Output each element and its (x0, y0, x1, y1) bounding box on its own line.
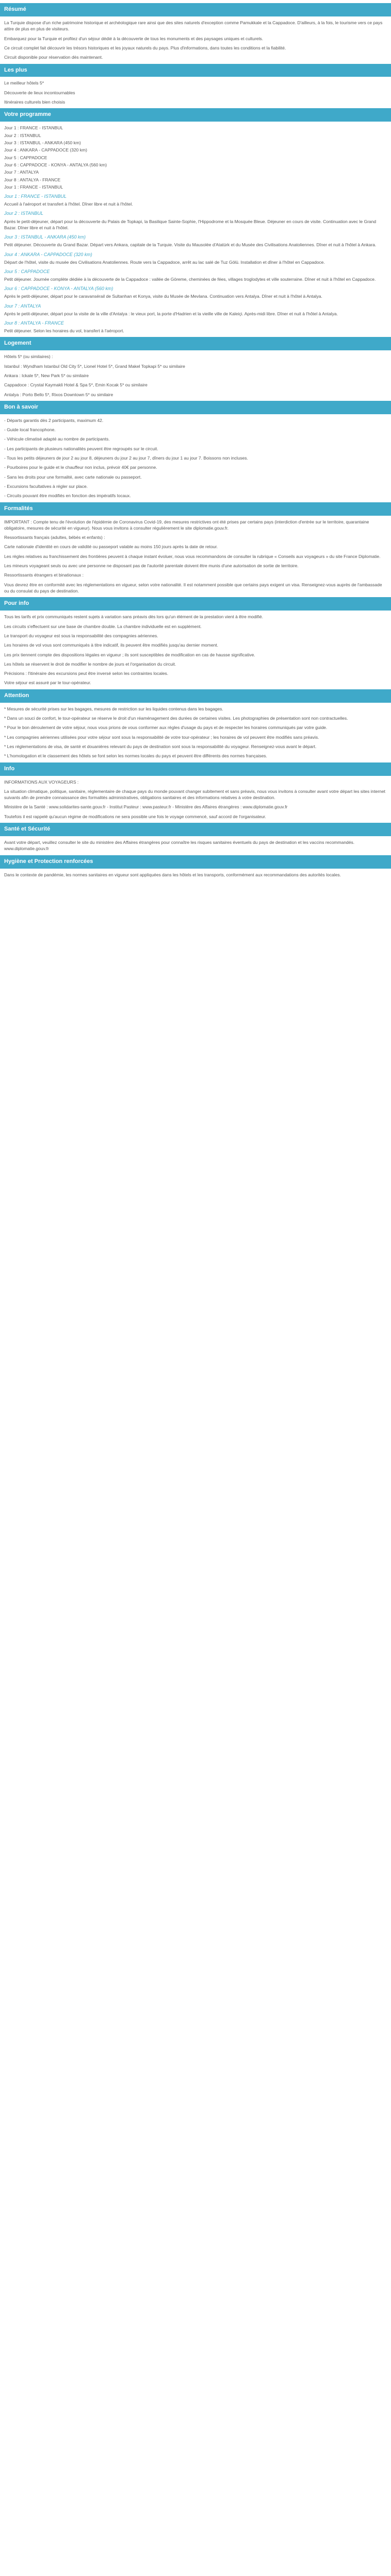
day-title: Jour 3 : ISTANBUL - ANKARA (450 km) (4, 234, 86, 240)
paragraph: INFORMATIONS AUX VOYAGEURS : (4, 779, 79, 785)
section-body (0, 519, 391, 595)
day-text: Petit déjeuner. Découverte du Grand Bazar. Départ vers Ankara, capitale de la Turquie. Visite du Mausolée d'Atatürk et du Musée des Civilisations Anatoliennes. Dîner et nuit à l'hôtel à Ankara. (4, 242, 377, 248)
paragraph: Les horaires de vol vous sont communiqués à titre indicatif, ils peuvent être modifiés jusqu'au dernier moment. (4, 642, 219, 648)
day-summary: Jour 4 : ANKARA - CAPPADOCE (320 km) (4, 147, 87, 153)
paragraph: Découverte de lieux incontournables (4, 90, 75, 95)
paragraph: Tous les tarifs et prix communiqués restent sujets à variation sans préavis dès lors qu'un élément de la prestation vient à être modifié. (4, 614, 263, 620)
paragraph: - Les participants de plusieurs nationalités peuvent être regroupés sur le circuit. (4, 446, 158, 451)
paragraph: Vous devrez être en conformité avec les réglementations en vigueur, selon votre nationalité. Il est notamment possible que certains pays exigent un visa. Renseignez-vous auprès de l'ambassade ou du consulat du pays de destination. (4, 582, 382, 594)
paragraph: Avant votre départ, veuillez consulter le site du ministère des Affaires étrangères pour connaître les risques sanitaires éventuels du pays de destination et les vaccins recommandés. www.diplomatie.gouv.fr (4, 840, 355, 852)
section-header: Attention (0, 689, 391, 703)
day-text: Après le petit-déjeuner, départ pour la visite de la ville d'Antalya : le vieux port, la porte d'Hadrien et la vieille ville de Kaleiçi. Après-midi libre. Dîner et nuit à l'hôtel à Antalya. (4, 311, 338, 316)
paragraph: * Les compagnies aériennes utilisées pour votre séjour sont sous la responsabilité de votre tour-opérateur ; les horaires de vol peuvent être modifiés sans préavis. (4, 734, 319, 740)
day-summary: Jour 3 : ISTANBUL - ANKARA (450 km) (4, 140, 81, 145)
section-body (0, 614, 391, 686)
paragraph: Dans le contexte de pandémie, les normes sanitaires en vigueur sont appliquées dans les hôtels et les transports, conformément aux recommandations des autorités locales. (4, 872, 341, 877)
day-text: Accueil à l'aéroport et transfert à l'hôtel. Dîner libre et nuit à l'hôtel. (4, 201, 133, 207)
section-body (0, 872, 391, 878)
paragraph: - Pourboires pour le guide et le chauffeur non inclus, prévoir 40€ par personne. (4, 465, 157, 470)
paragraph: * L'homologation et le classement des hôtels se font selon les normes locales du pays et peuvent être différents des normes françaises. (4, 753, 267, 759)
paragraph: Les prix tiennent compte des dispositions légales en vigueur ; ils sont susceptibles de modification en cas de hausse significative. (4, 652, 255, 657)
section-body (0, 353, 391, 398)
section-body (0, 417, 391, 499)
day-text: Après le petit-déjeuner, départ pour la découverte du Palais de Topkapi, la Basilique Sainte-Sophie, l'Hippodrome et la Mosquée Bleue. Déjeuner en cours de visite. Continuation avec le Grand Bazar. Dîner libre et nuit à l'hôtel. (4, 218, 377, 230)
paragraph: Ressortissants étrangers et binationaux : (4, 572, 84, 578)
day-summary: Jour 7 : ANTALYA (4, 170, 39, 175)
day-title: Jour 1 : FRANCE - ISTANBUL (4, 194, 67, 199)
section-header: Info (0, 762, 391, 776)
day-text: Petit déjeuner. Selon les horaires du vol, transfert à l'aéroport. (4, 328, 124, 333)
section-header: Bon à savoir (0, 401, 391, 414)
paragraph: * Les réglementations de visa, de santé et douanières relevant du pays de destination sont sous la responsabilité du voyageur. Renseignez-vous avant le départ. (4, 743, 317, 749)
paragraph: Ankara : Ickale 5*, New Park 5* ou similaire (4, 372, 89, 378)
day-title: Jour 7 : ANTALYA (4, 303, 41, 309)
day-text: Départ de l'hôtel, visite du musée des Civilisations Anatoliennes. Route vers la Cappadoce, arrêt au lac salé de Tuz Gölü. Installation et dîner à l'hôtel en Cappadoce. (4, 259, 325, 265)
paragraph: IMPORTANT : Compte tenu de l'évolution de l'épidémie de Coronavirus Covid-19, des mesures restrictives ont été prises par certains pays (interdiction d'entrée sur le territoire, quarantaine obligatoire, mesures de sécurité en vigueur). Nous vous invitons à consulter régulièrement le site diplomatie.gouv.fr. (4, 519, 369, 531)
section-header: Votre programme (0, 108, 391, 122)
paragraph: - Sans les droits pour une formalité, avec carte nationale ou passeport. (4, 474, 142, 480)
paragraph: Hôtels 5* (ou similaires) : (4, 354, 53, 360)
paragraph: Cappadoce : Crystal Kaymakli Hotel & Spa 5*, Emin Kocak 5* ou similaire (4, 382, 148, 388)
section-header: Formalités (0, 502, 391, 516)
paragraph: * Mesures de sécurité prises sur les bagages, mesures de restriction sur les liquides contenus dans les bagages. (4, 706, 223, 711)
paragraph: - Guide local francophone. (4, 427, 56, 433)
page (0, 3, 391, 878)
section-body (0, 125, 391, 334)
day-summary: Jour 8 : ANTALYA - FRANCE (4, 177, 61, 182)
paragraph: Ce circuit complet fait découvrir les trésors historiques et les joyaux naturels du pays. Plus d'informations, dans toutes les conditions et la fiabilité. (4, 45, 286, 50)
section-header: Les plus (0, 64, 391, 77)
day-summary: Jour 2 : ISTANBUL (4, 132, 41, 138)
section-body (0, 779, 391, 820)
paragraph: * Dans un souci de confort, le tour-opérateur se réserve le droit d'un réaménagement des durées de certaines visites. Les photographies de présentation sont non contractuelles. (4, 716, 348, 721)
paragraph: Istanbul : Wyndham Istanbul Old City 5*, Lionel Hotel 5*, Grand Makel Topkapi 5* ou similaire (4, 363, 185, 369)
section-header: Santé et Sécurité (0, 823, 391, 836)
section-body (0, 20, 391, 61)
paragraph: Les hôtels se réservent le droit de modifier le nombre de jours et l'organisation du circuit. (4, 661, 176, 667)
section-body (0, 839, 391, 852)
paragraph: Les circuits s'effectuent sur une base de chambre double. La chambre individuelle est en supplément. (4, 623, 202, 629)
day-summary: Jour 1 : FRANCE - ISTANBUL (4, 125, 63, 131)
day-summary: Jour 1 : FRANCE - ISTANBUL (4, 184, 63, 190)
paragraph: Le transport du voyageur est sous la responsabilité des compagnies aériennes. (4, 633, 158, 638)
day-title: Jour 4 : ANKARA - CAPPADOCE (320 km) (4, 251, 92, 257)
day-text: Après le petit-déjeuner, départ pour le caravansérail de Sultanhan et Konya, visite du Musée de Mevlana. Continuation vers Antalya. Dîner et nuit à l'hôtel à Antalya. (4, 294, 322, 299)
section-header: Hygiène et Protection renforcées (0, 855, 391, 869)
paragraph: Votre séjour est assuré par le tour-opérateur. (4, 680, 91, 686)
paragraph: Embarquez pour la Turquie et profitez d'un séjour dédié à la découverte de tous les monuments et des paysages uniques et culturels. (4, 36, 264, 41)
paragraph: Antalya : Porto Bello 5*, Rixos Downtown 5* ou similaire (4, 392, 113, 397)
paragraph: Les mineurs voyageant seuls ou avec une personne ne disposant pas de l'autorité parentale doivent être munis d'une autorisation de sortie de territoire. (4, 563, 299, 569)
paragraph: - Tous les petits déjeuners de jour 2 au jour 8, déjeuners du jour 2 au jour 7, dîners du jour 1 au jour 7. Boissons non incluses. (4, 455, 248, 461)
section-body (0, 80, 391, 105)
paragraph: - Circuits pouvant être modifiés en fonction des impératifs locaux. (4, 493, 131, 499)
section-body (0, 706, 391, 759)
section-header: Logement (0, 337, 391, 350)
paragraph: - Véhicule climatisé adapté au nombre de participants. (4, 436, 110, 442)
paragraph: Toutefois il est rappelé qu'aucun régime de modifications ne sera possible une fois le voyage commencé, sauf accord de l'organisateur. (4, 814, 266, 819)
paragraph: Ministère de la Santé : www.solidarites-sante.gouv.fr - Institut Pasteur : www.pasteur.fr - Ministère des Affaires étrangères : www.diplomatie.gouv.fr (4, 804, 288, 810)
day-summary: Jour 6 : CAPPADOCE - KONYA - ANTALYA (560 km) (4, 162, 107, 167)
day-title: Jour 2 : ISTANBUL (4, 211, 43, 216)
day-title: Jour 5 : CAPPADOCE (4, 268, 50, 274)
section-header: Pour info (0, 597, 391, 611)
day-summary: Jour 5 : CAPPADOCE (4, 155, 47, 160)
paragraph: Précisions : l'itinéraire des excursions peut être inversé selon les contraintes locales. (4, 671, 169, 676)
paragraph: Les règles relatives au franchissement des frontières peuvent à chaque instant évoluer, nous vous recommandons de consulter la rubrique « Conseils aux voyageurs » du site France Diplomatie. (4, 553, 381, 559)
paragraph: Ressortissants français (adultes, bébés et enfants) : (4, 535, 105, 540)
section-header: Résumé (0, 3, 391, 16)
paragraph: Carte nationale d'identité en cours de validité ou passeport valable au moins 150 jours après la date de retour. (4, 544, 218, 550)
paragraph: * Pour le bon déroulement de votre séjour, nous vous prions de vous conformer aux règles d'usage du pays et de respecter les horaires communiqués par votre guide. (4, 725, 328, 731)
paragraph: Circuit disponible pour réservation dès maintenant. (4, 55, 103, 60)
paragraph: La Turquie dispose d'un riche patrimoine historique et archéologique rare ainsi que des sites naturels d'exception comme Pamukkale et la Cappadoce. D'ailleurs, à la fois, le tourisme vers ce pays attire de plus en plus de visiteurs. (4, 20, 383, 32)
paragraph: - Départs garantis dès 2 participants, maximum 42. (4, 417, 104, 423)
paragraph: Itinéraires culturels bien choisis (4, 99, 66, 105)
day-title: Jour 8 : ANTALYA - FRANCE (4, 320, 64, 326)
paragraph: Le meilleur hôtels 5* (4, 80, 44, 86)
paragraph: La situation climatique, politique, sanitaire, réglementaire de chaque pays du monde pouvant changer subitement et sans préavis, nous vous invitons à consulter avant votre départ les sites internet suivants afin de prendre connaissance des formalités administratives, obligations sanitaires et des informations relatives à votre destination. (4, 788, 385, 801)
paragraph: - Excursions facultatives à régler sur place. (4, 483, 88, 489)
day-text: Petit déjeuner. Journée complète dédiée à la découverte de la Cappadoce : vallée de Göreme, cheminées de fées, villages troglodytes et ville souterraine. Dîner et nuit à l'hôtel en Cappadoce. (4, 276, 376, 282)
day-title: Jour 6 : CAPPADOCE - KONYA - ANTALYA (560 km) (4, 286, 113, 292)
